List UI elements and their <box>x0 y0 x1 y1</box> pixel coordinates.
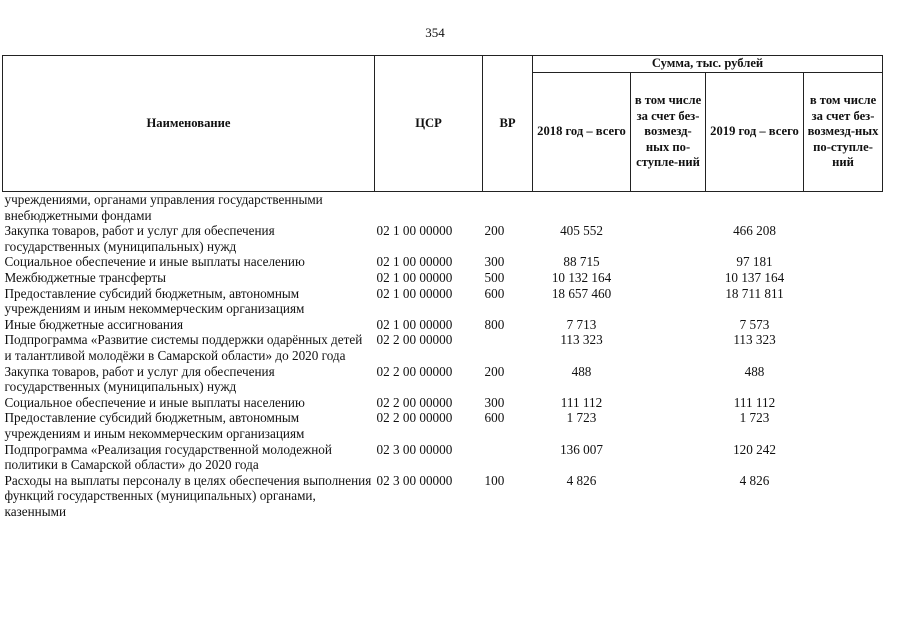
row-2019-free <box>804 364 883 395</box>
row-name: Подпрограмма «Реализация государственной молодежной политики в Самарской области» до 2020 года <box>4 441 332 473</box>
header-csr: ЦСР <box>375 56 483 192</box>
row-name: Подпрограмма «Развитие системы поддержки одарённых детей и талантливой молодёжи в Самарской области» до 2020 года <box>4 332 363 363</box>
header-2018-free: в том числе за счет без-возмезд-ных по-ступле-ний <box>631 73 706 192</box>
row-2019-total: 111 112 <box>733 394 776 410</box>
row-2018-free <box>631 192 706 224</box>
row-name: Предоставление субсидий бюджетным, автономным учреждениям и иным некоммерческим организациям <box>4 410 305 441</box>
table-row <box>3 332 883 363</box>
row-csr: 02 1 00 00000 <box>376 269 453 285</box>
row-2019-total: 97 181 <box>736 254 773 270</box>
row-csr: 02 2 00 00000 <box>376 332 453 348</box>
row-csr: 02 2 00 00000 <box>376 410 453 426</box>
row-name: Межбюджетные трансферты <box>4 269 166 285</box>
page-number: 354 <box>425 25 445 40</box>
table-row <box>3 364 883 395</box>
row-2019-free <box>804 223 883 254</box>
row-2018-total <box>533 192 631 224</box>
row-csr: 02 1 00 00000 <box>376 285 453 301</box>
table-row <box>3 410 883 441</box>
table-row <box>3 395 883 411</box>
row-vr <box>483 442 533 473</box>
row-2018-total: 18 657 460 <box>551 285 612 301</box>
row-2018-free <box>631 473 706 520</box>
row-vr: 500 <box>484 269 505 285</box>
header-2019-total: 2019 год – всего <box>706 73 804 192</box>
row-2019-total: 466 208 <box>733 223 776 239</box>
row-2018-total: 10 132 164 <box>551 269 612 285</box>
row-2018-free <box>631 410 706 441</box>
row-vr: 300 <box>484 394 505 410</box>
row-name: Предоставление субсидий бюджетным, автономным учреждениям и иным некоммерческим организациям <box>4 285 305 317</box>
row-csr <box>375 192 483 224</box>
row-2019-total: 113 323 <box>733 332 776 348</box>
table-row <box>3 270 883 286</box>
table-row <box>3 286 883 317</box>
table-row <box>3 317 883 333</box>
row-2018-free <box>631 442 706 473</box>
row-vr <box>483 332 533 363</box>
row-name: Социальное обеспечение и иные выплаты населению <box>4 394 305 410</box>
row-2018-total: 405 552 <box>560 223 603 239</box>
row-2019-free <box>804 270 883 286</box>
row-2018-total: 4 826 <box>566 472 597 488</box>
table-row <box>3 223 883 254</box>
row-2018-free <box>631 270 706 286</box>
row-2018-total: 88 715 <box>563 254 600 270</box>
table-row <box>3 442 883 473</box>
row-vr: 200 <box>484 223 505 239</box>
row-2018-total: 488 <box>571 363 592 379</box>
row-2019-total: 4 826 <box>739 472 770 488</box>
row-2019-free <box>804 286 883 317</box>
row-2018-free <box>631 317 706 333</box>
row-csr: 02 3 00 00000 <box>376 472 453 488</box>
table-header <box>3 56 883 192</box>
row-2019-total: 1 723 <box>739 410 770 426</box>
row-2019-total: 7 573 <box>739 316 770 332</box>
budget-table <box>2 55 883 519</box>
row-2019-free <box>804 317 883 333</box>
row-2018-total: 136 007 <box>560 441 603 457</box>
row-csr: 02 2 00 00000 <box>376 394 453 410</box>
row-vr: 100 <box>484 472 505 488</box>
row-vr <box>483 192 533 224</box>
row-2018-free <box>631 395 706 411</box>
row-2019-free <box>804 473 883 520</box>
row-2019-total: 120 242 <box>733 441 776 457</box>
row-2018-free <box>631 364 706 395</box>
header-name: Наименование <box>3 56 375 192</box>
row-name: Закупка товаров, работ и услуг для обеспечения государственных (муниципальных) нужд <box>4 223 275 254</box>
row-csr: 02 1 00 00000 <box>376 223 453 239</box>
row-2019-total <box>706 192 804 224</box>
row-2018-total: 7 713 <box>566 316 597 332</box>
row-name: Иные бюджетные ассигнования <box>4 316 184 332</box>
table-body <box>3 192 883 520</box>
row-name: Расходы на выплаты персоналу в целях обеспечения выполнения функций государственных (муниципальных) органами, казенными <box>4 472 372 519</box>
row-vr: 200 <box>484 363 505 379</box>
row-vr: 300 <box>484 254 505 270</box>
row-name: учреждениями, органами управления государственными внебюджетными фондами <box>4 192 323 223</box>
row-csr: 02 1 00 00000 <box>376 316 453 332</box>
table-row <box>3 254 883 270</box>
row-vr: 800 <box>484 316 505 332</box>
header-2019-free: в том числе за счет без-возмезд-ных по-ступле-ний <box>804 73 883 192</box>
row-vr: 600 <box>484 410 505 426</box>
row-2018-free <box>631 223 706 254</box>
row-csr: 02 2 00 00000 <box>376 363 453 379</box>
row-2019-free <box>804 332 883 363</box>
row-2019-total: 18 711 811 <box>725 285 784 301</box>
row-2019-total: 488 <box>744 363 765 379</box>
header-2018-total: 2018 год – всего <box>533 73 631 192</box>
row-2019-total: 10 137 164 <box>724 269 785 285</box>
row-2018-total: 113 323 <box>560 332 603 348</box>
row-2018-free <box>631 332 706 363</box>
table-row <box>3 192 883 224</box>
row-name: Закупка товаров, работ и услуг для обеспечения государственных (муниципальных) нужд <box>4 363 275 395</box>
row-2018-total: 1 723 <box>566 410 597 426</box>
row-2019-free <box>804 410 883 441</box>
row-2019-free <box>804 442 883 473</box>
row-2019-free <box>804 254 883 270</box>
row-name: Социальное обеспечение и иные выплаты населению <box>4 254 305 270</box>
row-vr: 600 <box>484 285 505 301</box>
row-csr: 02 1 00 00000 <box>376 254 453 270</box>
row-2018-total: 111 112 <box>560 394 603 410</box>
row-csr: 02 3 00 00000 <box>376 441 453 457</box>
row-2019-free <box>804 192 883 224</box>
table-row <box>3 473 883 520</box>
header-vr: ВР <box>483 56 533 192</box>
header-sum-group: Сумма, тыс. рублей <box>533 56 883 73</box>
row-2018-free <box>631 286 706 317</box>
row-2019-free <box>804 395 883 411</box>
row-2018-free <box>631 254 706 270</box>
